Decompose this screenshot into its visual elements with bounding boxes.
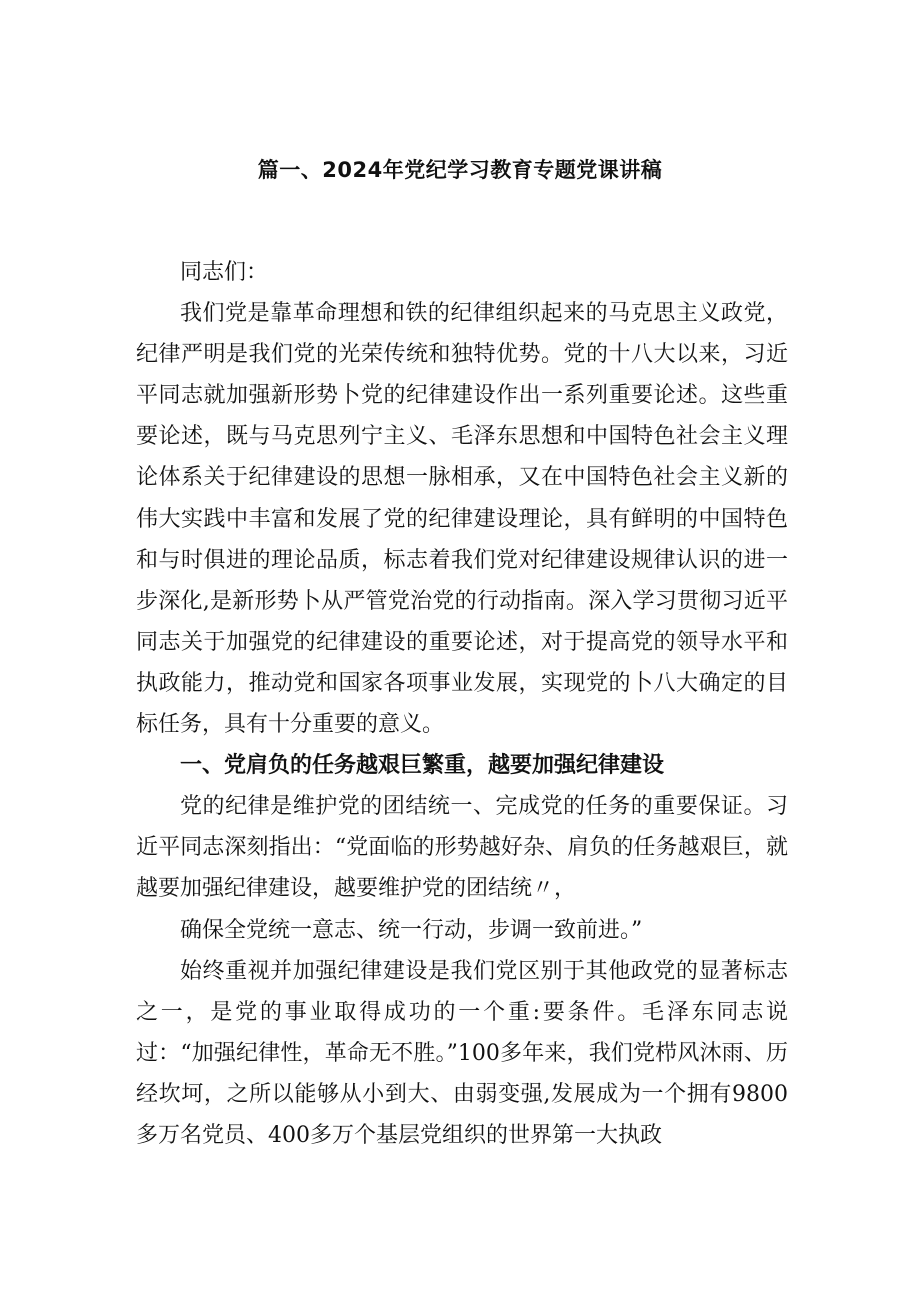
- salutation-paragraph: 同志们：: [180, 260, 269, 285]
- body-paragraph: 确保全党统一意志、统一行动，步调一致前进。”: [180, 917, 643, 943]
- section-heading: 一、党肩负的任务越艰巨繁重，越要加强纪律建设: [180, 753, 665, 779]
- document-body: [136, 252, 788, 1156]
- document-title: 篇一、2024年党纪学习教育专题党课讲稿: [257, 158, 663, 182]
- body-paragraph: 我们党是靠革命理想和铁的纪律组织起来的马克思主义政党，纪律严明是我们党的光荣传统和独特优势。党的十八大以来，习近平同志就加强新形势卜党的纪律建设作出一系列重要论述。这些重要论述，既与马克思列宁主义、毛泽东思想和中国特色社会主义理论体系关于纪律建设的思想一脉相承，又在中国特色社会主义新的伟大实践中丰富和发展了党的纪律建设理论，具有鲜明的中国特色和与时俱进的理论品质，标志着我们党对纪律建设规律认识的进一步深化,是新形势卜从严管党治党的行动指南。深入学习贯彻习近平同志关于加强党的纪律建设的重要论述，对于提高党的领导水平和执政能力，推动党和国家各项事业发展，实现党的卜八大确定的目标任务，具有十分重要的意义。: [136, 301, 788, 738]
- body-paragraph: 始终重视并加强纪律建设是我们党区别于其他政党的显著标志之一，是党的事业取得成功的一个重:要条件。毛泽东同志说过：“加强纪律性，革命无不胜。”100多年来，我们党栉风沐雨、历经坎坷，之所以能够从小到大、由弱变强,发展成为一个拥有9800多万名党员、400多万个基层党组织的世界第一大执政: [136, 958, 788, 1148]
- body-paragraph: 党的纪律是维护党的团结统一、完成党的任务的重要保证。习近平同志深刻指出：“党面临的形势越好杂、肩负的任务越艰巨，就越要加强纪律建设，越要维护党的团结统〃，: [136, 794, 788, 902]
